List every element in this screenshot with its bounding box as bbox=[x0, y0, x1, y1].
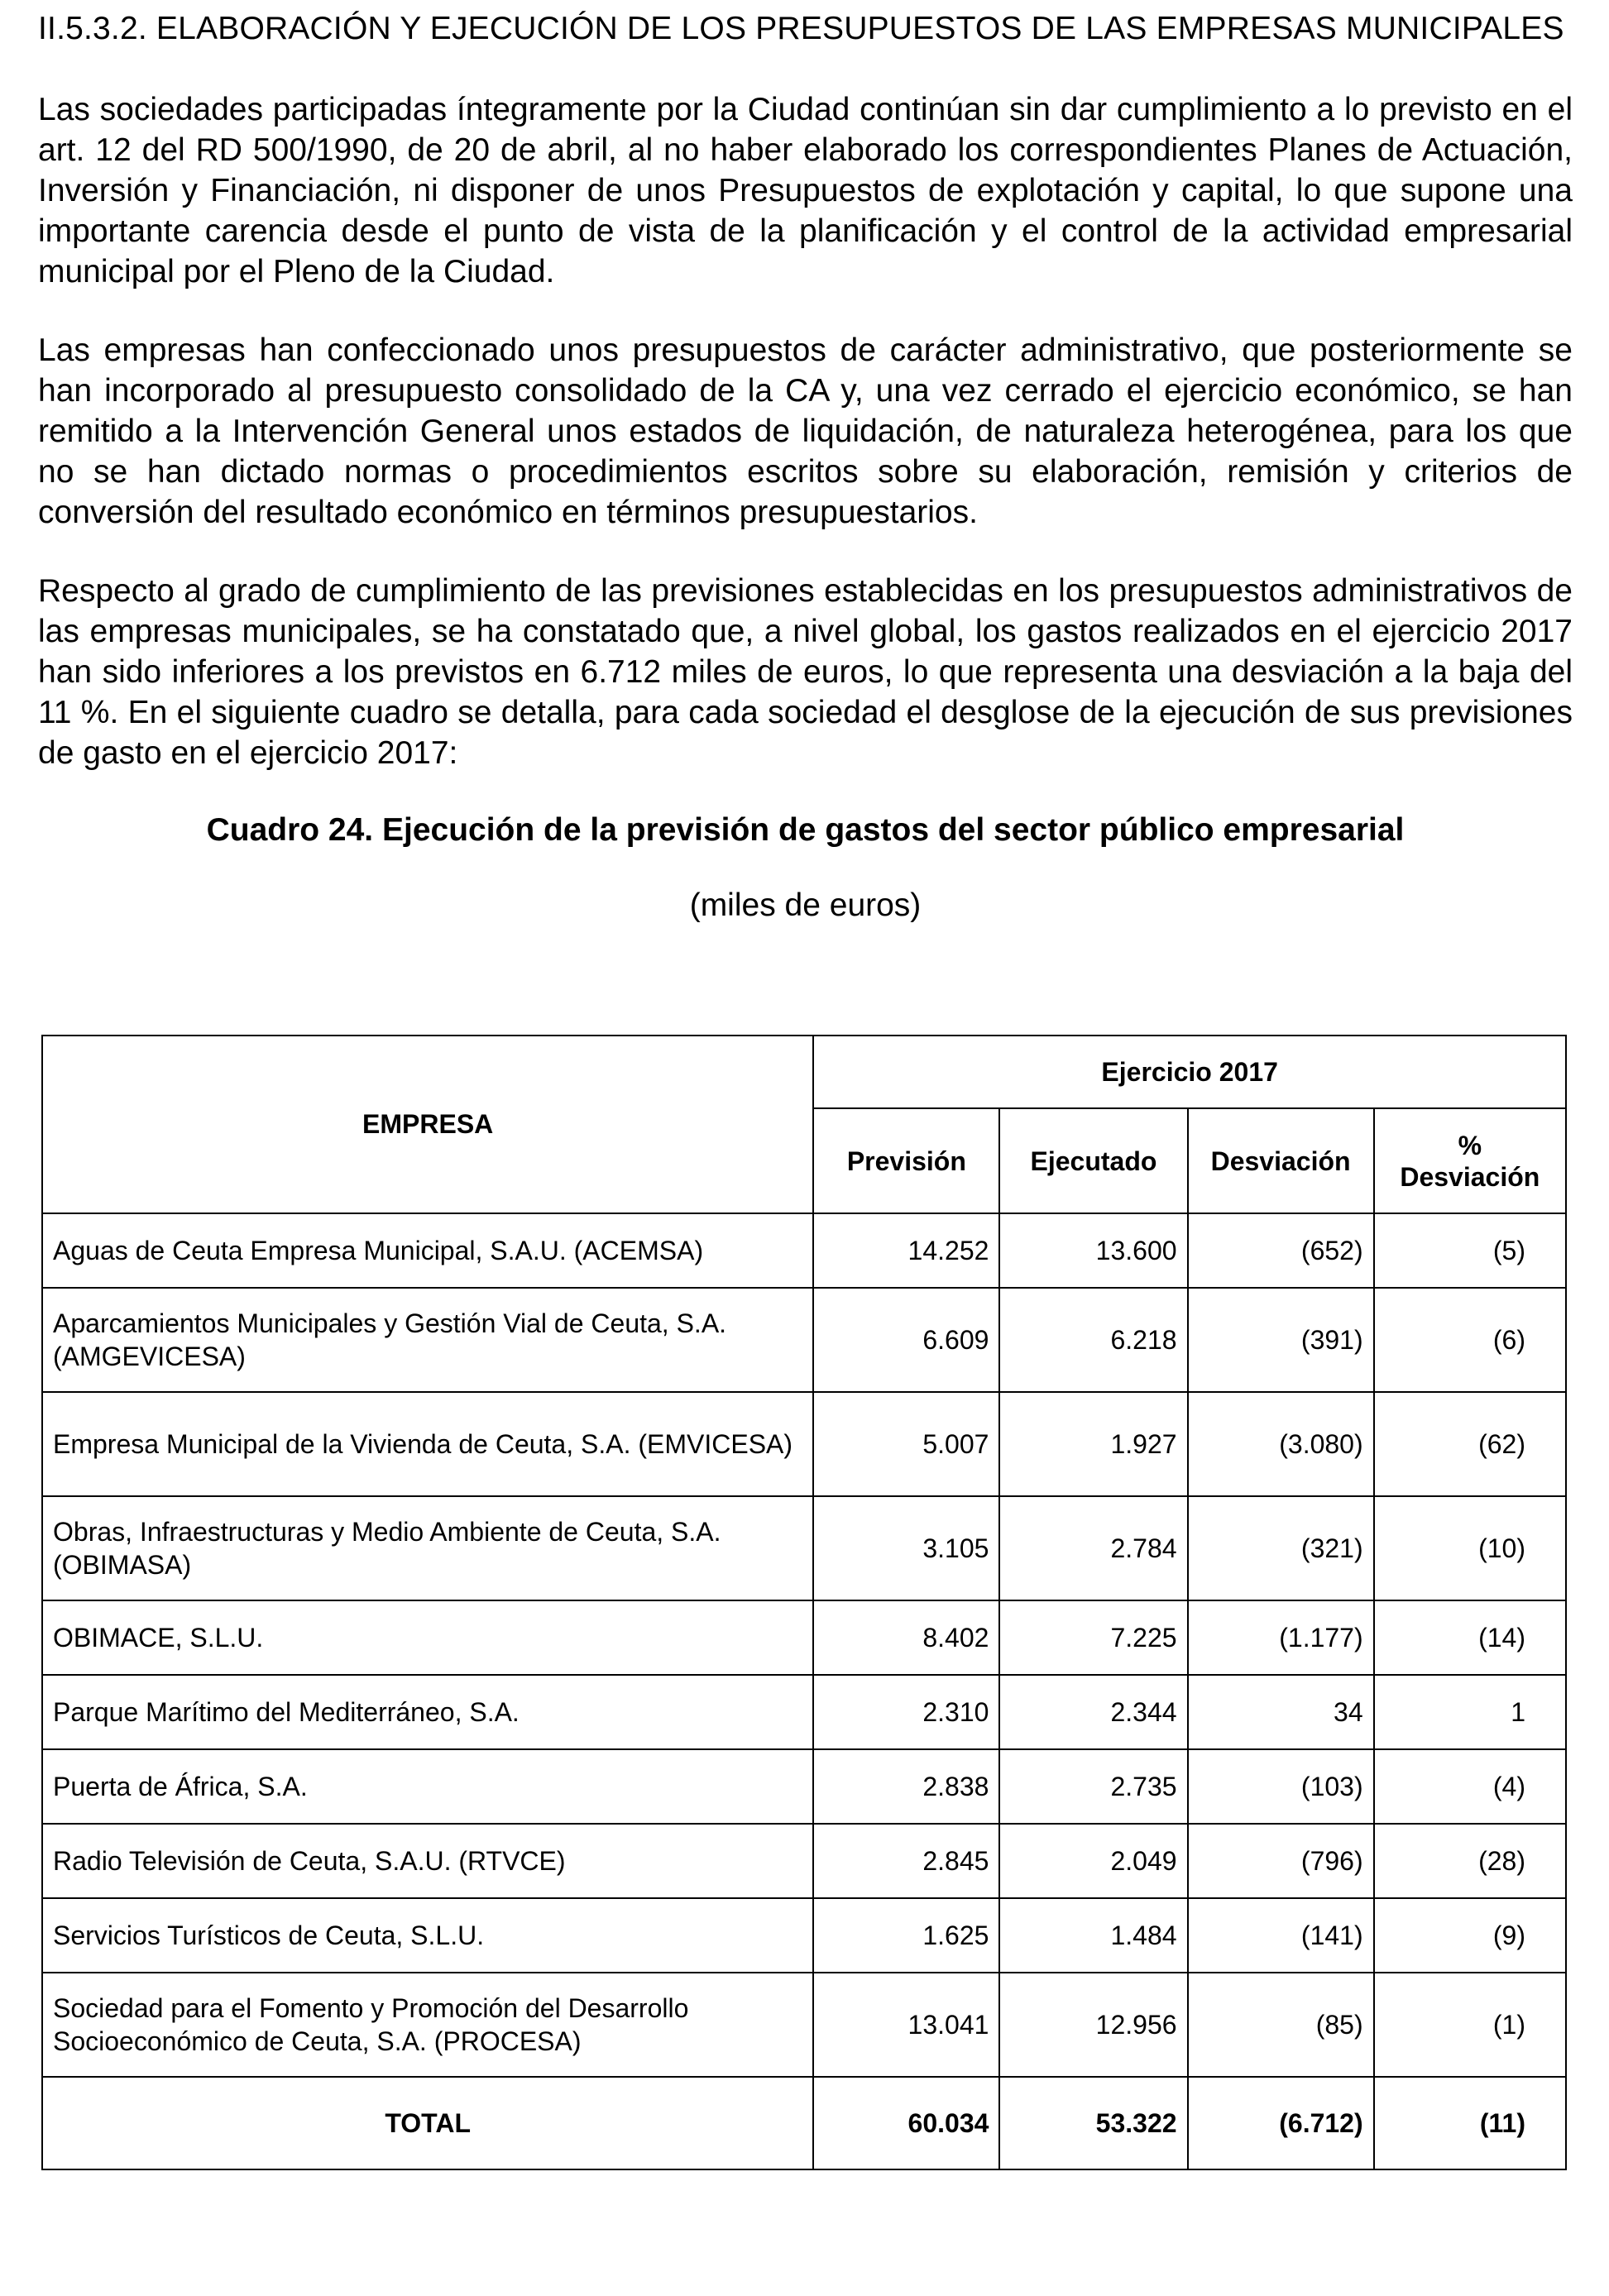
budget-execution-table bbox=[41, 1035, 1567, 2170]
row-pct: (14) bbox=[1374, 1600, 1566, 1675]
paragraph-3: Respecto al grado de cumplimiento de las previsiones establecidas en los presupuestos administrativos de las empresas municipales, se ha constatado que, a nivel global, los gastos realizados en el ejercicio 2017 han sido inferiores a los previstos en 6.712 miles de euros, lo que representa una desviación a la baja del 11 %. En el siguiente cuadro se detalla, para cada sociedad el desglose de la ejecución de sus previsiones de gasto en el ejercicio 2017: bbox=[38, 573, 1573, 771]
row-pct: (6) bbox=[1374, 1288, 1566, 1392]
row-name: Radio Televisión de Ceuta, S.A.U. (RTVCE) bbox=[42, 1824, 813, 1898]
table-row bbox=[42, 1213, 1566, 1288]
table-row bbox=[42, 1973, 1566, 2077]
table-row bbox=[42, 1600, 1566, 1675]
row-name: Obras, Infraestructuras y Medio Ambiente de Ceuta, S.A. (OBIMASA) bbox=[42, 1496, 813, 1600]
row-name: Empresa Municipal de la Vivienda de Ceuta, S.A. (EMVICESA) bbox=[42, 1392, 813, 1496]
table-row bbox=[42, 1288, 1566, 1392]
table-row bbox=[42, 1392, 1566, 1496]
row-ejecutado: 1.927 bbox=[999, 1392, 1187, 1496]
row-name: Servicios Turísticos de Ceuta, S.L.U. bbox=[42, 1898, 813, 1973]
row-prevision: 13.041 bbox=[813, 1973, 999, 2077]
header-pct-label: Desviación bbox=[1400, 1161, 1540, 1192]
row-pct: (4) bbox=[1374, 1749, 1566, 1824]
row-ejecutado: 2.784 bbox=[999, 1496, 1187, 1600]
row-name: Sociedad para el Fomento y Promoción del Desarrollo Socioeconómico de Ceuta, S.A. (PROCESA) bbox=[42, 1973, 813, 2077]
header-pct-desviacion bbox=[1374, 1108, 1566, 1213]
row-pct: 1 bbox=[1374, 1675, 1566, 1749]
row-prevision: 8.402 bbox=[813, 1600, 999, 1675]
row-prevision: 2.845 bbox=[813, 1824, 999, 1898]
header-empresa: EMPRESA bbox=[42, 1036, 813, 1213]
row-pct: (5) bbox=[1374, 1213, 1566, 1288]
row-name: Puerta de África, S.A. bbox=[42, 1749, 813, 1824]
row-pct: (1) bbox=[1374, 1973, 1566, 2077]
row-desviacion: (141) bbox=[1188, 1898, 1374, 1973]
row-prevision: 5.007 bbox=[813, 1392, 999, 1496]
paragraph-1: Las sociedades participadas íntegramente por la Ciudad continúan sin dar cumplimiento a lo previsto en el art. 12 del RD 500/1990, de 20 de abril, al no haber elaborado los correspondientes Planes de Actuación, Inversión y Financiación, ni disponer de unos Presupuestos de explotación y capital, lo que supone una importante carencia desde el punto de vista de la planificación y el control de la actividad empresarial municipal por el Pleno de la Ciudad. bbox=[38, 92, 1573, 289]
row-desviacion: (391) bbox=[1188, 1288, 1374, 1392]
row-ejecutado: 2.735 bbox=[999, 1749, 1187, 1824]
table-row bbox=[42, 1898, 1566, 1973]
paragraph-2: Las empresas han confeccionado unos presupuestos de carácter administrativo, que posteriormente se han incorporado al presupuesto consolidado de la CA y, una vez cerrado el ejercicio económico, se han remitido a la Intervención General unos estados de liquidación, de naturaleza heterogénea, para los que no se han dictado normas o procedimientos escritos sobre su elaboración, remisión y criterios de conversión del resultado económico en términos presupuestarios. bbox=[38, 332, 1573, 530]
document-page bbox=[38, 0, 1573, 926]
header-ejercicio: Ejercicio 2017 bbox=[813, 1036, 1566, 1108]
header-pct-symbol: % bbox=[1458, 1130, 1482, 1160]
row-desviacion: (103) bbox=[1188, 1749, 1374, 1824]
row-desviacion: (3.080) bbox=[1188, 1392, 1374, 1496]
total-desviacion: (6.712) bbox=[1188, 2077, 1374, 2169]
row-prevision: 2.838 bbox=[813, 1749, 999, 1824]
row-pct: (10) bbox=[1374, 1496, 1566, 1600]
total-ejecutado: 53.322 bbox=[999, 2077, 1187, 2169]
table-row bbox=[42, 1749, 1566, 1824]
table-row bbox=[42, 1675, 1566, 1749]
row-desviacion: 34 bbox=[1188, 1675, 1374, 1749]
table-caption: Cuadro 24. Ejecución de la previsión de gastos del sector público empresarial bbox=[206, 812, 1405, 848]
row-ejecutado: 2.344 bbox=[999, 1675, 1187, 1749]
row-desviacion: (1.177) bbox=[1188, 1600, 1374, 1675]
row-name: OBIMACE, S.L.U. bbox=[42, 1600, 813, 1675]
table-row bbox=[42, 1824, 1566, 1898]
row-desviacion: (796) bbox=[1188, 1824, 1374, 1898]
header-desviacion: Desviación bbox=[1188, 1108, 1374, 1213]
row-prevision: 6.609 bbox=[813, 1288, 999, 1392]
row-prevision: 14.252 bbox=[813, 1213, 999, 1288]
row-ejecutado: 1.484 bbox=[999, 1898, 1187, 1973]
total-prevision: 60.034 bbox=[813, 2077, 999, 2169]
row-prevision: 1.625 bbox=[813, 1898, 999, 1973]
row-ejecutado: 13.600 bbox=[999, 1213, 1187, 1288]
row-desviacion: (85) bbox=[1188, 1973, 1374, 2077]
row-name: Parque Marítimo del Mediterráneo, S.A. bbox=[42, 1675, 813, 1749]
table-unit: (miles de euros) bbox=[689, 887, 922, 923]
row-ejecutado: 12.956 bbox=[999, 1973, 1187, 2077]
row-desviacion: (321) bbox=[1188, 1496, 1374, 1600]
row-name: Aguas de Ceuta Empresa Municipal, S.A.U. (ACEMSA) bbox=[42, 1213, 813, 1288]
header-prevision: Previsión bbox=[813, 1108, 999, 1213]
row-ejecutado: 7.225 bbox=[999, 1600, 1187, 1675]
row-name: Aparcamientos Municipales y Gestión Vial de Ceuta, S.A. (AMGEVICESA) bbox=[42, 1288, 813, 1392]
row-pct: (9) bbox=[1374, 1898, 1566, 1973]
table-total-row bbox=[42, 2077, 1566, 2169]
header-ejecutado: Ejecutado bbox=[999, 1108, 1187, 1213]
row-pct: (28) bbox=[1374, 1824, 1566, 1898]
row-prevision: 2.310 bbox=[813, 1675, 999, 1749]
table-row bbox=[42, 1496, 1566, 1600]
total-label: TOTAL bbox=[42, 2077, 813, 2169]
row-ejecutado: 6.218 bbox=[999, 1288, 1187, 1392]
row-desviacion: (652) bbox=[1188, 1213, 1374, 1288]
row-pct: (62) bbox=[1374, 1392, 1566, 1496]
row-prevision: 3.105 bbox=[813, 1496, 999, 1600]
total-pct: (11) bbox=[1374, 2077, 1566, 2169]
row-ejecutado: 2.049 bbox=[999, 1824, 1187, 1898]
section-heading: II.5.3.2. ELABORACIÓN Y EJECUCIÓN DE LOS PRESUPUESTOS DE LAS EMPRESAS MUNICIPALES bbox=[38, 11, 1564, 46]
